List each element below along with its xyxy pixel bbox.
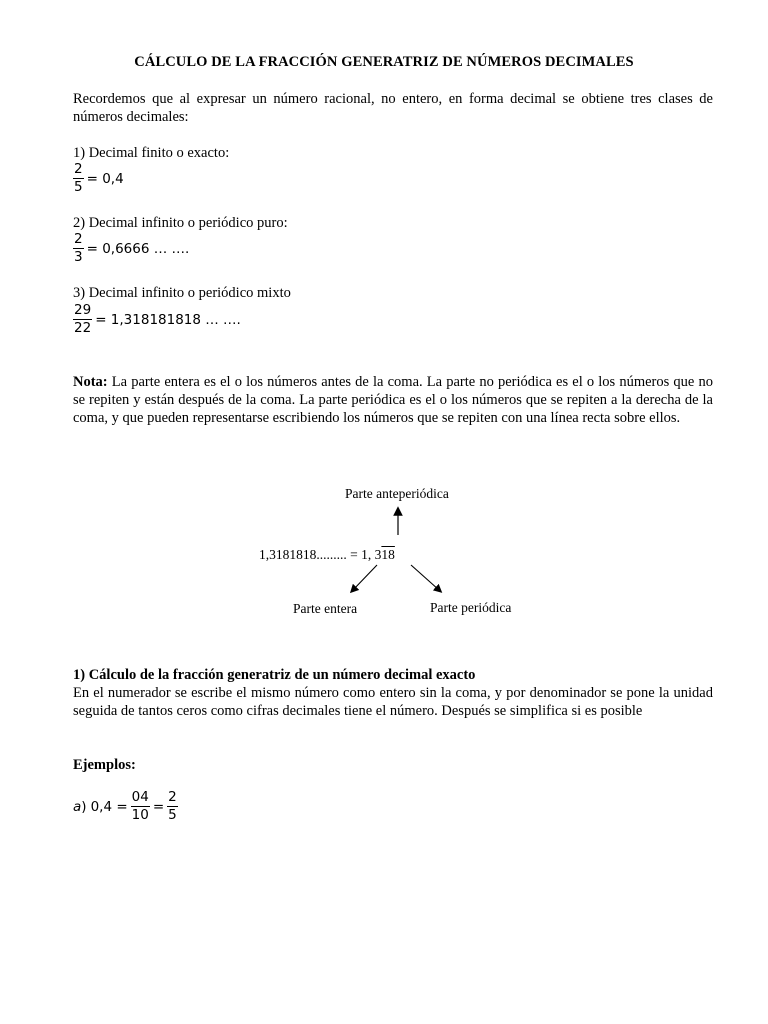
example-a-fraction-2-denominator: 5 <box>168 807 177 823</box>
example-a-value: 0,4 = <box>90 798 128 815</box>
type-3-denominator: 22 <box>74 320 92 336</box>
note-paragraph <box>73 373 713 427</box>
note-label: Nota: <box>73 374 108 390</box>
example-a-fraction-1 <box>131 789 150 824</box>
example-a-fraction-1-numerator: 04 <box>131 789 149 805</box>
type-1-fraction <box>73 161 84 196</box>
diagram-expression <box>259 547 395 563</box>
example-a-label: a <box>73 798 82 815</box>
type-2-result: = 0,6666 … …. <box>86 240 190 257</box>
diagram-expression-left: 1,3181818......... = 1, 3 <box>259 547 382 562</box>
type-3-result: = 1,318181818 … …. <box>95 311 241 328</box>
diagram-left-label: Parte entera <box>293 601 358 616</box>
type-2-label: 2) Decimal infinito o periódico puro: <box>73 215 288 231</box>
examples-heading: Ejemplos: <box>73 757 136 773</box>
intro-paragraph: Recordemos que al expresar un número racional, no entero, en forma decimal se obtiene tres clases de números decimales: <box>73 91 713 125</box>
type-3-fraction <box>73 302 92 337</box>
page-title: CÁLCULO DE LA FRACCIÓN GENERATRIZ DE NÚMEROS DECIMALES <box>134 54 634 70</box>
type-2-denominator: 3 <box>74 249 83 265</box>
type-2-fraction <box>73 231 84 266</box>
type-1-numerator: 2 <box>74 161 83 177</box>
type-2-equation <box>73 231 189 266</box>
section-1-paragraph: En el numerador se escribe el mismo número como entero sin la coma, y por denominador se pone la unidad seguida de tantos ceros como cifras decimales tiene el número. Después se simplifica si es posible <box>73 685 713 719</box>
diagram-top-label: Parte anteperiódica <box>345 486 449 501</box>
example-a-equation <box>73 789 181 824</box>
diagram-right-label: Parte periódica <box>430 600 512 615</box>
example-a-equals: = <box>152 798 165 815</box>
arrow-left-down <box>353 565 377 590</box>
type-1-equation <box>73 161 124 196</box>
note-text: La parte entera es el o los números antes de la coma. La parte no periódica es el o los números que no se repiten y están después de la coma. La parte periódica es el o los números que se repiten a la derecha de la coma, y que pueden representarse escribiendo los números que se repiten con una línea recta sobre ellos. <box>73 374 713 426</box>
diagram-period-digits: 18 <box>381 547 395 562</box>
type-2-numerator: 2 <box>74 231 83 247</box>
type-1-denominator: 5 <box>74 179 83 195</box>
example-a-fraction-2-numerator: 2 <box>168 789 177 805</box>
type-3-equation <box>73 302 241 337</box>
example-a-paren: ) <box>81 798 87 815</box>
section-1-heading: 1) Cálculo de la fracción generatriz de un número decimal exacto <box>73 667 476 683</box>
type-3-numerator: 29 <box>74 302 92 318</box>
example-a-fraction-2 <box>167 789 178 824</box>
type-3-label: 3) Decimal infinito o periódico mixto <box>73 285 291 301</box>
arrow-right-down <box>411 565 439 590</box>
example-a-fraction-1-denominator: 10 <box>131 807 149 823</box>
type-1-result: = 0,4 <box>86 170 124 187</box>
type-1-label: 1) Decimal finito o exacto: <box>73 145 230 161</box>
